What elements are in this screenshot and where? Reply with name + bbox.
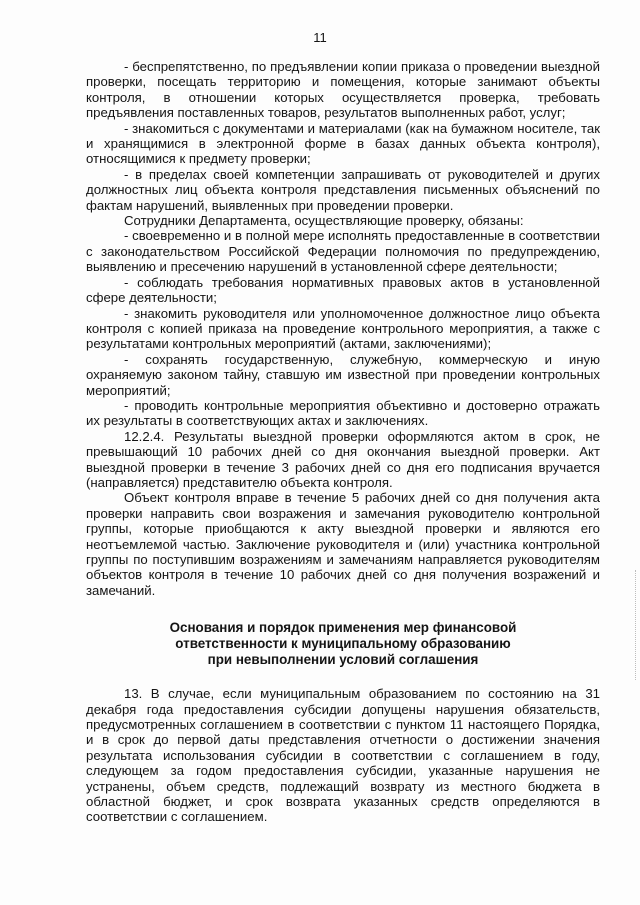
paragraph-inspector-right-explanations: - в пределах своей компетенции запрашивать от руководителей и других должностных лиц объекта контроля представления письменных объяснений по фактам нарушений, выявленных при проведении проверки. [86, 166, 600, 213]
section-heading-line: при невыполнении условий соглашения [207, 652, 479, 668]
paragraph-inspector-duties-intro: Сотрудники Департамента, осуществляющие проверку, обязаны: [124, 213, 524, 229]
scan-margin-marks [633, 570, 636, 680]
paragraph-duty-keep-secret: - сохранять государственную, служебную, коммерческую и иную охраняемую законом тайну, ставшую им известной при проведении контрольных мероприятий; [86, 351, 600, 398]
section-heading [86, 620, 600, 668]
paragraph-duty-inform-head: - знакомить руководителя или уполномоченное должностное лицо объекта контроля с копией приказа на проведение контрольного мероприятия, а также с результатами контрольных мероприятий (актами, заключениями); [86, 305, 600, 352]
paragraph-duty-exercise-powers: - своевременно и в полной мере исполнять предоставленные в соответствии с законодательством Российской Федерации полномочия по предупреждению, выявлению и пресечению нарушений в установленной сфере деятельности; [86, 228, 600, 275]
paragraph-inspector-right-access: - беспрепятственно, по предъявлении копии приказа о проведении выездной проверки, посещать территорию и помещения, которые занимают объекты контроля, в отношении которых осуществляется проверка, требовать предъявления поставленных товаров, результатов выполненных работ, услуг; [86, 59, 600, 121]
document-body [86, 59, 600, 825]
paragraph-13: 13. В случае, если муниципальным образованием по состоянию на 31 декабря года предоставления субсидии допущены нарушения обязательств, предусмотренных соглашением в соответствии с пунктом 11 настоящего Порядка, и в срок до первой даты представления отчетности о достижении значения результата использования субсидии в соответствии с соглашением в году, следующем за годом предоставления субсидии, указанные нарушения не устранены, объем средств, подлежащий возврату из местного бюджета в областной бюджет, и срок возврата указанных средств определяются в соответствии с соглашением. [86, 686, 600, 825]
section-heading-line: ответственности к муниципальному образованию [175, 636, 511, 652]
paragraph-inspector-right-documents: - знакомиться с документами и материалами (как на бумажном носителе, так и хранящимися в электронной форме в базах данных объекта контроля), относящимися к предмету проверки; [86, 120, 600, 167]
paragraph-duty-objective-control: - проводить контрольные мероприятия объективно и достоверно отражать их результаты в соответствующих актах и заключениях. [86, 397, 600, 429]
page-number: 11 [313, 30, 327, 45]
paragraph-objections: Объект контроля вправе в течение 5 рабочих дней со дня получения акта проверки направить свои возражения и замечания руководителю контрольной группы, которые приобщаются к акту выездной проверки и являются его неотъемлемой частью. Заключение руководителя и (или) участника контрольной группы по поступившим возражениям и замечаниям направляется руководителям объектов контроля в течение 10 рабочих дней со дня получения возражений и замечаний. [86, 490, 600, 598]
paragraph-duty-comply-regulations: - соблюдать требования нормативных правовых актов в установленной сфере деятельности; [86, 274, 600, 306]
section-heading-line: Основания и порядок применения мер финансовой [169, 620, 517, 636]
paragraph-12-2-4: 12.2.4. Результаты выездной проверки оформляются актом в срок, не превышающий 10 рабочих дней со дня окончания выездной проверки. Акт выездной проверки в течение 3 рабочих дней со дня его подписания вручается (направляется) представителю объекта контроля. [86, 428, 600, 490]
